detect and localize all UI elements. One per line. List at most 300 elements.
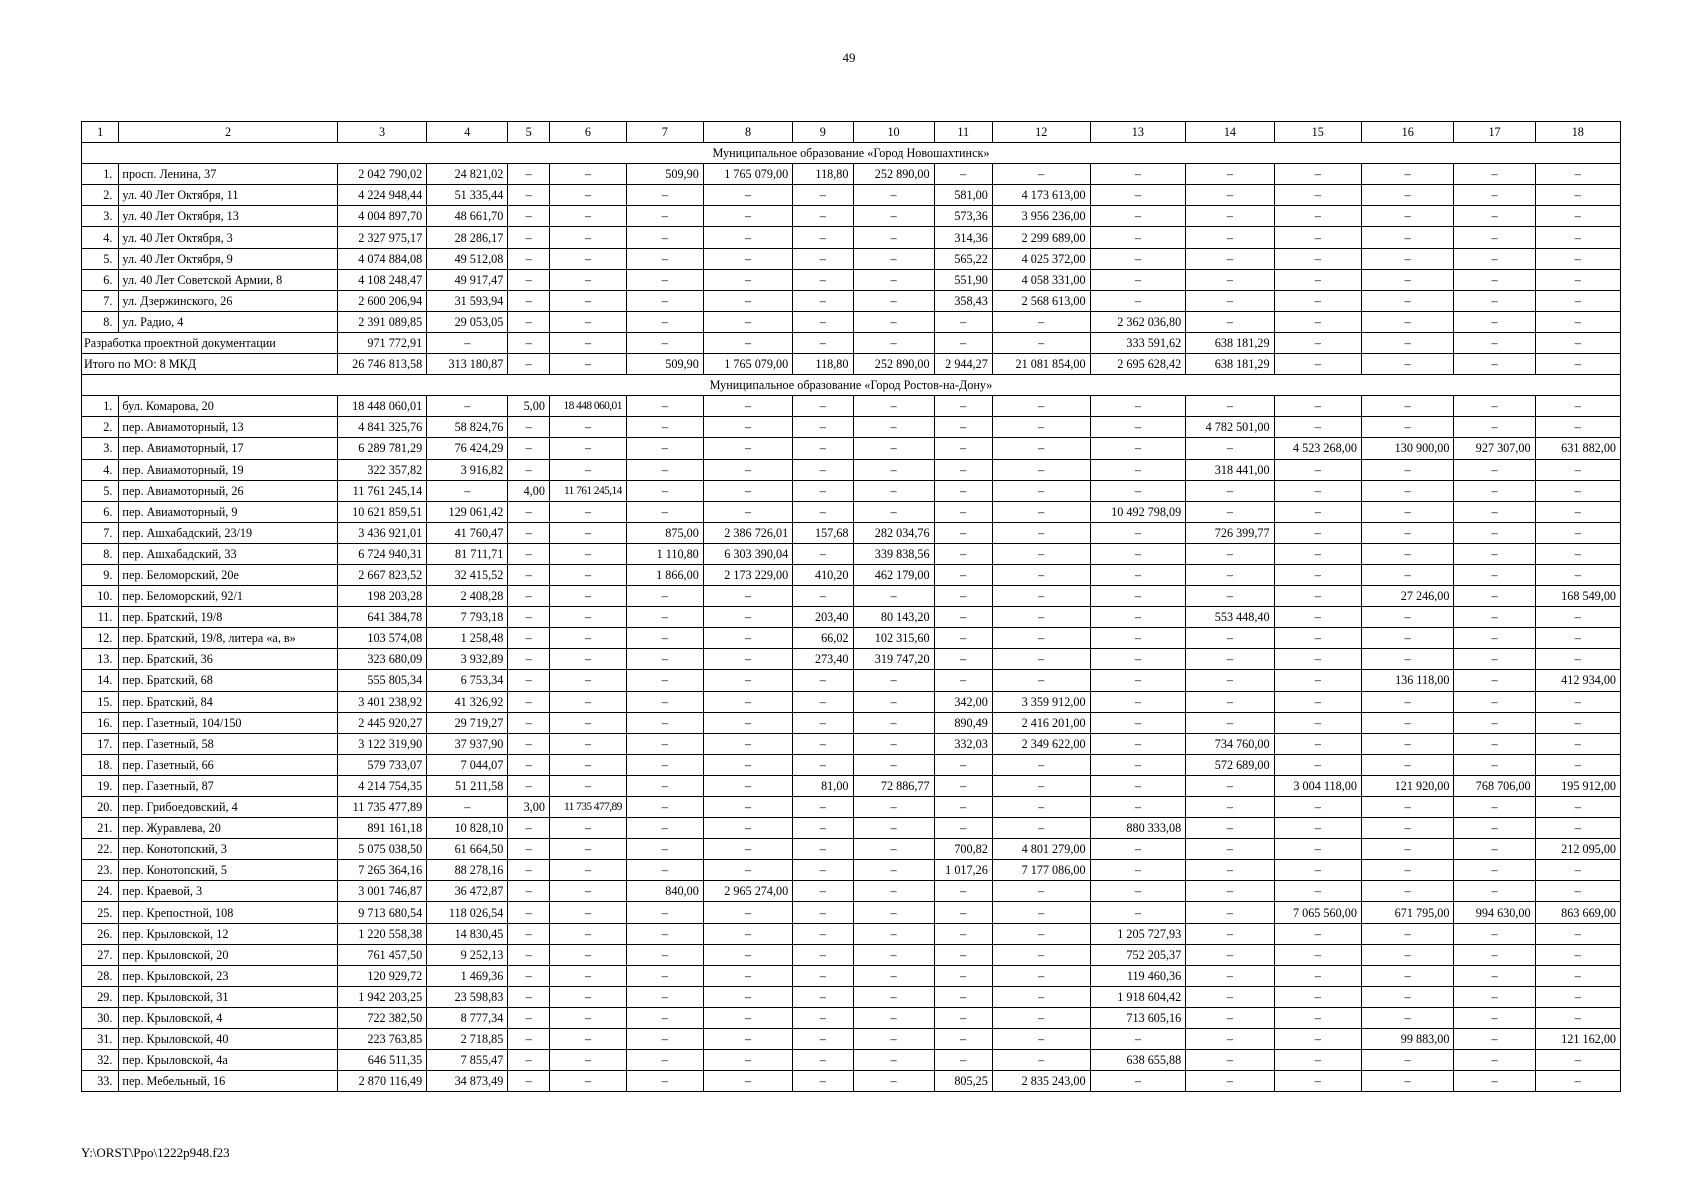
address-cell: пер. Братский, 36 [119, 649, 337, 670]
value-cell: – [508, 438, 550, 459]
row-number: 6. [82, 269, 119, 290]
value-cell: – [1090, 206, 1186, 227]
value-cell: – [703, 311, 792, 332]
value-cell: – [1454, 459, 1535, 480]
value-cell: 10 492 798,09 [1090, 501, 1186, 522]
value-cell: 10 621 859,51 [337, 501, 426, 522]
value-cell: – [1454, 754, 1535, 775]
value-cell: – [1535, 818, 1620, 839]
summary-value: 333 591,62 [1090, 332, 1186, 353]
value-cell: – [934, 923, 992, 944]
row-number: 28. [82, 965, 119, 986]
value-cell: 3 359 912,00 [992, 691, 1090, 712]
value-cell: – [1186, 839, 1274, 860]
value-cell: – [1186, 986, 1274, 1007]
value-cell: 2 445 920,27 [337, 712, 426, 733]
table-row [82, 649, 1621, 670]
row-number: 23. [82, 860, 119, 881]
value-cell: – [508, 712, 550, 733]
value-cell: 761 457,50 [337, 944, 426, 965]
value-cell: – [1274, 965, 1361, 986]
value-cell: – [1090, 564, 1186, 585]
value-cell: – [1090, 438, 1186, 459]
value-cell: – [1274, 797, 1361, 818]
summary-value: – [549, 332, 626, 353]
column-number-header: 2 [119, 122, 337, 143]
value-cell: – [626, 290, 703, 311]
value-cell: – [626, 712, 703, 733]
value-cell: – [1090, 543, 1186, 564]
value-cell: – [1186, 965, 1274, 986]
value-cell: 555 805,34 [337, 670, 426, 691]
value-cell: – [1186, 480, 1274, 501]
value-cell: – [1186, 1007, 1274, 1028]
value-cell: – [793, 944, 853, 965]
value-cell: 2 327 975,17 [337, 227, 426, 248]
table-row [82, 501, 1621, 522]
value-cell: – [1274, 396, 1361, 417]
address-cell: бул. Комарова, 20 [119, 396, 337, 417]
summary-value: – [793, 332, 853, 353]
row-number: 29. [82, 986, 119, 1007]
value-cell: – [1454, 417, 1535, 438]
value-cell: – [793, 670, 853, 691]
value-cell: – [1454, 797, 1535, 818]
value-cell: 198 203,28 [337, 586, 426, 607]
value-cell: – [1274, 248, 1361, 269]
summary-value: – [1361, 332, 1454, 353]
value-cell: – [1361, 628, 1454, 649]
value-cell: 2 965 274,00 [703, 881, 792, 902]
value-cell: 23 598,83 [427, 986, 508, 1007]
value-cell: 2 042 790,02 [337, 164, 426, 185]
column-number-header: 4 [427, 122, 508, 143]
value-cell: – [549, 881, 626, 902]
value-cell: – [1186, 712, 1274, 733]
value-cell: 875,00 [626, 522, 703, 543]
value-cell: 927 307,00 [1454, 438, 1535, 459]
value-cell: 5,00 [508, 396, 550, 417]
value-cell: – [793, 902, 853, 923]
value-cell: – [934, 902, 992, 923]
value-cell: – [1090, 396, 1186, 417]
address-cell: пер. Беломорский, 92/1 [119, 586, 337, 607]
table-row [82, 564, 1621, 585]
value-cell: – [992, 965, 1090, 986]
value-cell: – [508, 775, 550, 796]
value-cell: 573,36 [934, 206, 992, 227]
row-number: 7. [82, 522, 119, 543]
table-row [82, 839, 1621, 860]
value-cell: – [549, 628, 626, 649]
value-cell: – [1274, 923, 1361, 944]
value-cell: – [703, 797, 792, 818]
value-cell: – [934, 438, 992, 459]
summary-value: – [1361, 354, 1454, 375]
value-cell: 3 122 319,90 [337, 733, 426, 754]
value-cell: – [1186, 164, 1274, 185]
value-cell: – [853, 670, 934, 691]
value-cell: – [626, 396, 703, 417]
table-row [82, 311, 1621, 332]
value-cell: – [1274, 839, 1361, 860]
value-cell: – [1186, 564, 1274, 585]
value-cell: 358,43 [934, 290, 992, 311]
row-number: 12. [82, 628, 119, 649]
value-cell: – [508, 902, 550, 923]
value-cell: 2 870 116,49 [337, 1071, 426, 1092]
value-cell: – [508, 860, 550, 881]
value-cell: 3 916,82 [427, 459, 508, 480]
value-cell: 48 661,70 [427, 206, 508, 227]
row-number: 19. [82, 775, 119, 796]
value-cell: – [853, 839, 934, 860]
value-cell: – [549, 438, 626, 459]
value-cell: – [1090, 290, 1186, 311]
value-cell: – [934, 607, 992, 628]
value-cell: – [508, 1029, 550, 1050]
value-cell: 1 258,48 [427, 628, 508, 649]
value-cell: – [853, 480, 934, 501]
value-cell: – [1454, 248, 1535, 269]
value-cell: – [549, 1050, 626, 1071]
value-cell: – [1186, 1050, 1274, 1071]
value-cell: – [1361, 1007, 1454, 1028]
value-cell: – [1186, 311, 1274, 332]
budget-table-container [81, 121, 1621, 1092]
value-cell: 99 883,00 [1361, 1029, 1454, 1050]
table-row [82, 965, 1621, 986]
value-cell: – [626, 206, 703, 227]
address-cell: пер. Авиамоторный, 17 [119, 438, 337, 459]
value-cell: – [1274, 586, 1361, 607]
value-cell: – [1361, 501, 1454, 522]
value-cell: – [992, 501, 1090, 522]
value-cell: – [703, 860, 792, 881]
table-row [82, 522, 1621, 543]
value-cell: – [1535, 522, 1620, 543]
value-cell: – [793, 1050, 853, 1071]
summary-value: – [934, 332, 992, 353]
value-cell: 203,40 [793, 607, 853, 628]
table-row [82, 607, 1621, 628]
value-cell: 553 448,40 [1186, 607, 1274, 628]
value-cell: – [703, 396, 792, 417]
value-cell: – [427, 396, 508, 417]
table-row [82, 923, 1621, 944]
address-cell: пер. Крыловской, 4а [119, 1050, 337, 1071]
value-cell: – [1454, 860, 1535, 881]
value-cell: – [1361, 818, 1454, 839]
value-cell: – [934, 417, 992, 438]
value-cell: 223 763,85 [337, 1029, 426, 1050]
value-cell: – [793, 311, 853, 332]
value-cell: 2 391 089,85 [337, 311, 426, 332]
value-cell: – [853, 754, 934, 775]
column-number-header: 14 [1186, 122, 1274, 143]
row-number: 3. [82, 206, 119, 227]
value-cell: 2 362 036,80 [1090, 311, 1186, 332]
table-row [82, 480, 1621, 501]
value-cell: – [1186, 902, 1274, 923]
value-cell: 646 511,35 [337, 1050, 426, 1071]
value-cell: – [549, 649, 626, 670]
value-cell: 7 177 086,00 [992, 860, 1090, 881]
value-cell: – [1454, 586, 1535, 607]
value-cell: 1 469,36 [427, 965, 508, 986]
address-cell: пер. Братский, 68 [119, 670, 337, 691]
value-cell: – [1454, 185, 1535, 206]
value-cell: – [626, 438, 703, 459]
value-cell: – [508, 839, 550, 860]
address-cell: пер. Журавлева, 20 [119, 818, 337, 839]
value-cell: – [934, 965, 992, 986]
row-number: 15. [82, 691, 119, 712]
section-title-row [82, 375, 1621, 396]
value-cell: – [1186, 944, 1274, 965]
table-row [82, 185, 1621, 206]
summary-value: 2 695 628,42 [1090, 354, 1186, 375]
value-cell: 4 004 897,70 [337, 206, 426, 227]
value-cell: 7 065 560,00 [1274, 902, 1361, 923]
value-cell: – [1274, 564, 1361, 585]
column-number-header: 12 [992, 122, 1090, 143]
value-cell: – [549, 607, 626, 628]
value-cell: – [1535, 965, 1620, 986]
address-cell: пер. Газетный, 87 [119, 775, 337, 796]
address-cell: пер. Крыловской, 31 [119, 986, 337, 1007]
value-cell: – [1090, 649, 1186, 670]
row-number: 24. [82, 881, 119, 902]
value-cell: 863 669,00 [1535, 902, 1620, 923]
value-cell: 462 179,00 [853, 564, 934, 585]
value-cell: – [703, 986, 792, 1007]
value-cell: – [703, 1050, 792, 1071]
value-cell: – [1454, 290, 1535, 311]
value-cell: 136 118,00 [1361, 670, 1454, 691]
value-cell: 410,20 [793, 564, 853, 585]
value-cell: 3 932,89 [427, 649, 508, 670]
value-cell: – [549, 1007, 626, 1028]
value-cell: – [1454, 564, 1535, 585]
value-cell: – [1535, 797, 1620, 818]
value-cell: – [427, 797, 508, 818]
value-cell: – [934, 775, 992, 796]
value-cell: – [508, 733, 550, 754]
value-cell: – [703, 775, 792, 796]
value-cell: – [1535, 733, 1620, 754]
value-cell: 4 173 613,00 [992, 185, 1090, 206]
table-row [82, 818, 1621, 839]
value-cell: – [992, 881, 1090, 902]
value-cell: 314,36 [934, 227, 992, 248]
value-cell: 1 017,26 [934, 860, 992, 881]
value-cell: 18 448 060,01 [337, 396, 426, 417]
value-cell: 3 436 921,01 [337, 522, 426, 543]
table-row [82, 797, 1621, 818]
value-cell: 51 211,58 [427, 775, 508, 796]
value-cell: – [508, 269, 550, 290]
value-cell: – [1090, 586, 1186, 607]
value-cell: – [508, 1071, 550, 1092]
value-cell: – [793, 1029, 853, 1050]
value-cell: – [1454, 607, 1535, 628]
value-cell: – [1274, 1050, 1361, 1071]
value-cell: – [626, 248, 703, 269]
value-cell: 27 246,00 [1361, 586, 1454, 607]
column-number-header: 6 [549, 122, 626, 143]
value-cell: 319 747,20 [853, 649, 934, 670]
value-cell: – [549, 1071, 626, 1092]
value-cell: – [793, 754, 853, 775]
value-cell: 4 058 331,00 [992, 269, 1090, 290]
value-cell: – [549, 818, 626, 839]
value-cell: – [508, 290, 550, 311]
value-cell: – [1361, 290, 1454, 311]
value-cell: – [992, 986, 1090, 1007]
value-cell: – [549, 775, 626, 796]
value-cell: – [626, 480, 703, 501]
value-cell: – [1186, 1029, 1274, 1050]
value-cell: – [508, 586, 550, 607]
value-cell: 31 593,94 [427, 290, 508, 311]
value-cell: – [626, 185, 703, 206]
value-cell: – [549, 290, 626, 311]
value-cell: – [992, 480, 1090, 501]
value-cell: – [853, 501, 934, 522]
value-cell: – [508, 965, 550, 986]
value-cell: – [853, 923, 934, 944]
value-cell: – [549, 522, 626, 543]
value-cell: – [1274, 185, 1361, 206]
value-cell: 994 630,00 [1454, 902, 1535, 923]
value-cell: – [703, 628, 792, 649]
value-cell: – [1535, 248, 1620, 269]
value-cell: – [1454, 206, 1535, 227]
value-cell: – [1361, 564, 1454, 585]
row-number: 4. [82, 459, 119, 480]
value-cell: – [1454, 965, 1535, 986]
address-cell: просп. Ленина, 37 [119, 164, 337, 185]
value-cell: 579 733,07 [337, 754, 426, 775]
value-cell: – [703, 1029, 792, 1050]
value-cell: – [793, 269, 853, 290]
value-cell: – [1454, 881, 1535, 902]
value-cell: – [1535, 944, 1620, 965]
value-cell: – [1186, 881, 1274, 902]
value-cell: 322 357,82 [337, 459, 426, 480]
value-cell: – [626, 754, 703, 775]
value-cell: – [1186, 628, 1274, 649]
value-cell: – [992, 1007, 1090, 1028]
value-cell: – [1361, 649, 1454, 670]
value-cell: – [626, 902, 703, 923]
value-cell: – [1090, 881, 1186, 902]
column-number-header: 10 [853, 122, 934, 143]
value-cell: – [1274, 649, 1361, 670]
value-cell: 3 956 236,00 [992, 206, 1090, 227]
value-cell: – [1186, 290, 1274, 311]
table-row [82, 775, 1621, 796]
address-cell: пер. Авиамоторный, 13 [119, 417, 337, 438]
value-cell: – [1090, 248, 1186, 269]
value-cell: – [1454, 1007, 1535, 1028]
value-cell: – [1535, 501, 1620, 522]
value-cell: – [853, 965, 934, 986]
address-cell: пер. Мебельный, 16 [119, 1071, 337, 1092]
value-cell: 7 855,47 [427, 1050, 508, 1071]
value-cell: – [1090, 227, 1186, 248]
summary-value: – [703, 332, 792, 353]
value-cell: – [793, 227, 853, 248]
value-cell: 9 252,13 [427, 944, 508, 965]
value-cell: 29 719,27 [427, 712, 508, 733]
value-cell: – [549, 712, 626, 733]
value-cell: – [626, 944, 703, 965]
value-cell: – [508, 522, 550, 543]
value-cell: – [703, 839, 792, 860]
value-cell: – [1535, 417, 1620, 438]
row-number: 27. [82, 944, 119, 965]
value-cell: – [1090, 1071, 1186, 1092]
value-cell: – [1454, 269, 1535, 290]
table-row [82, 396, 1621, 417]
value-cell: 638 655,88 [1090, 1050, 1186, 1071]
address-cell: ул. 40 Лет Октября, 3 [119, 227, 337, 248]
value-cell: – [1274, 944, 1361, 965]
value-cell: 412 934,00 [1535, 670, 1620, 691]
value-cell: – [1361, 986, 1454, 1007]
value-cell: – [1535, 269, 1620, 290]
value-cell: – [853, 311, 934, 332]
summary-value: – [427, 332, 508, 353]
value-cell: – [1274, 269, 1361, 290]
value-cell: 2 349 622,00 [992, 733, 1090, 754]
value-cell: – [1454, 227, 1535, 248]
value-cell: – [1361, 1050, 1454, 1071]
value-cell: – [992, 649, 1090, 670]
value-cell: 4 025 372,00 [992, 248, 1090, 269]
value-cell: 32 415,52 [427, 564, 508, 585]
value-cell: – [626, 586, 703, 607]
row-number: 8. [82, 311, 119, 332]
value-cell: – [703, 206, 792, 227]
table-row [82, 754, 1621, 775]
value-cell: – [703, 417, 792, 438]
value-cell: 2 718,85 [427, 1029, 508, 1050]
value-cell: – [1274, 227, 1361, 248]
value-cell: – [934, 311, 992, 332]
column-number-header: 18 [1535, 122, 1620, 143]
summary-value: – [508, 332, 550, 353]
value-cell: – [992, 396, 1090, 417]
value-cell: – [793, 860, 853, 881]
value-cell: – [1535, 691, 1620, 712]
value-cell: – [508, 227, 550, 248]
value-cell: – [1090, 839, 1186, 860]
value-cell: 2 299 689,00 [992, 227, 1090, 248]
value-cell: – [703, 290, 792, 311]
value-cell: – [1361, 480, 1454, 501]
value-cell: – [1274, 607, 1361, 628]
value-cell: – [992, 522, 1090, 543]
value-cell: – [1535, 185, 1620, 206]
value-cell: – [793, 290, 853, 311]
value-cell: – [992, 775, 1090, 796]
value-cell: – [1361, 1071, 1454, 1092]
table-row [82, 902, 1621, 923]
value-cell: – [934, 564, 992, 585]
